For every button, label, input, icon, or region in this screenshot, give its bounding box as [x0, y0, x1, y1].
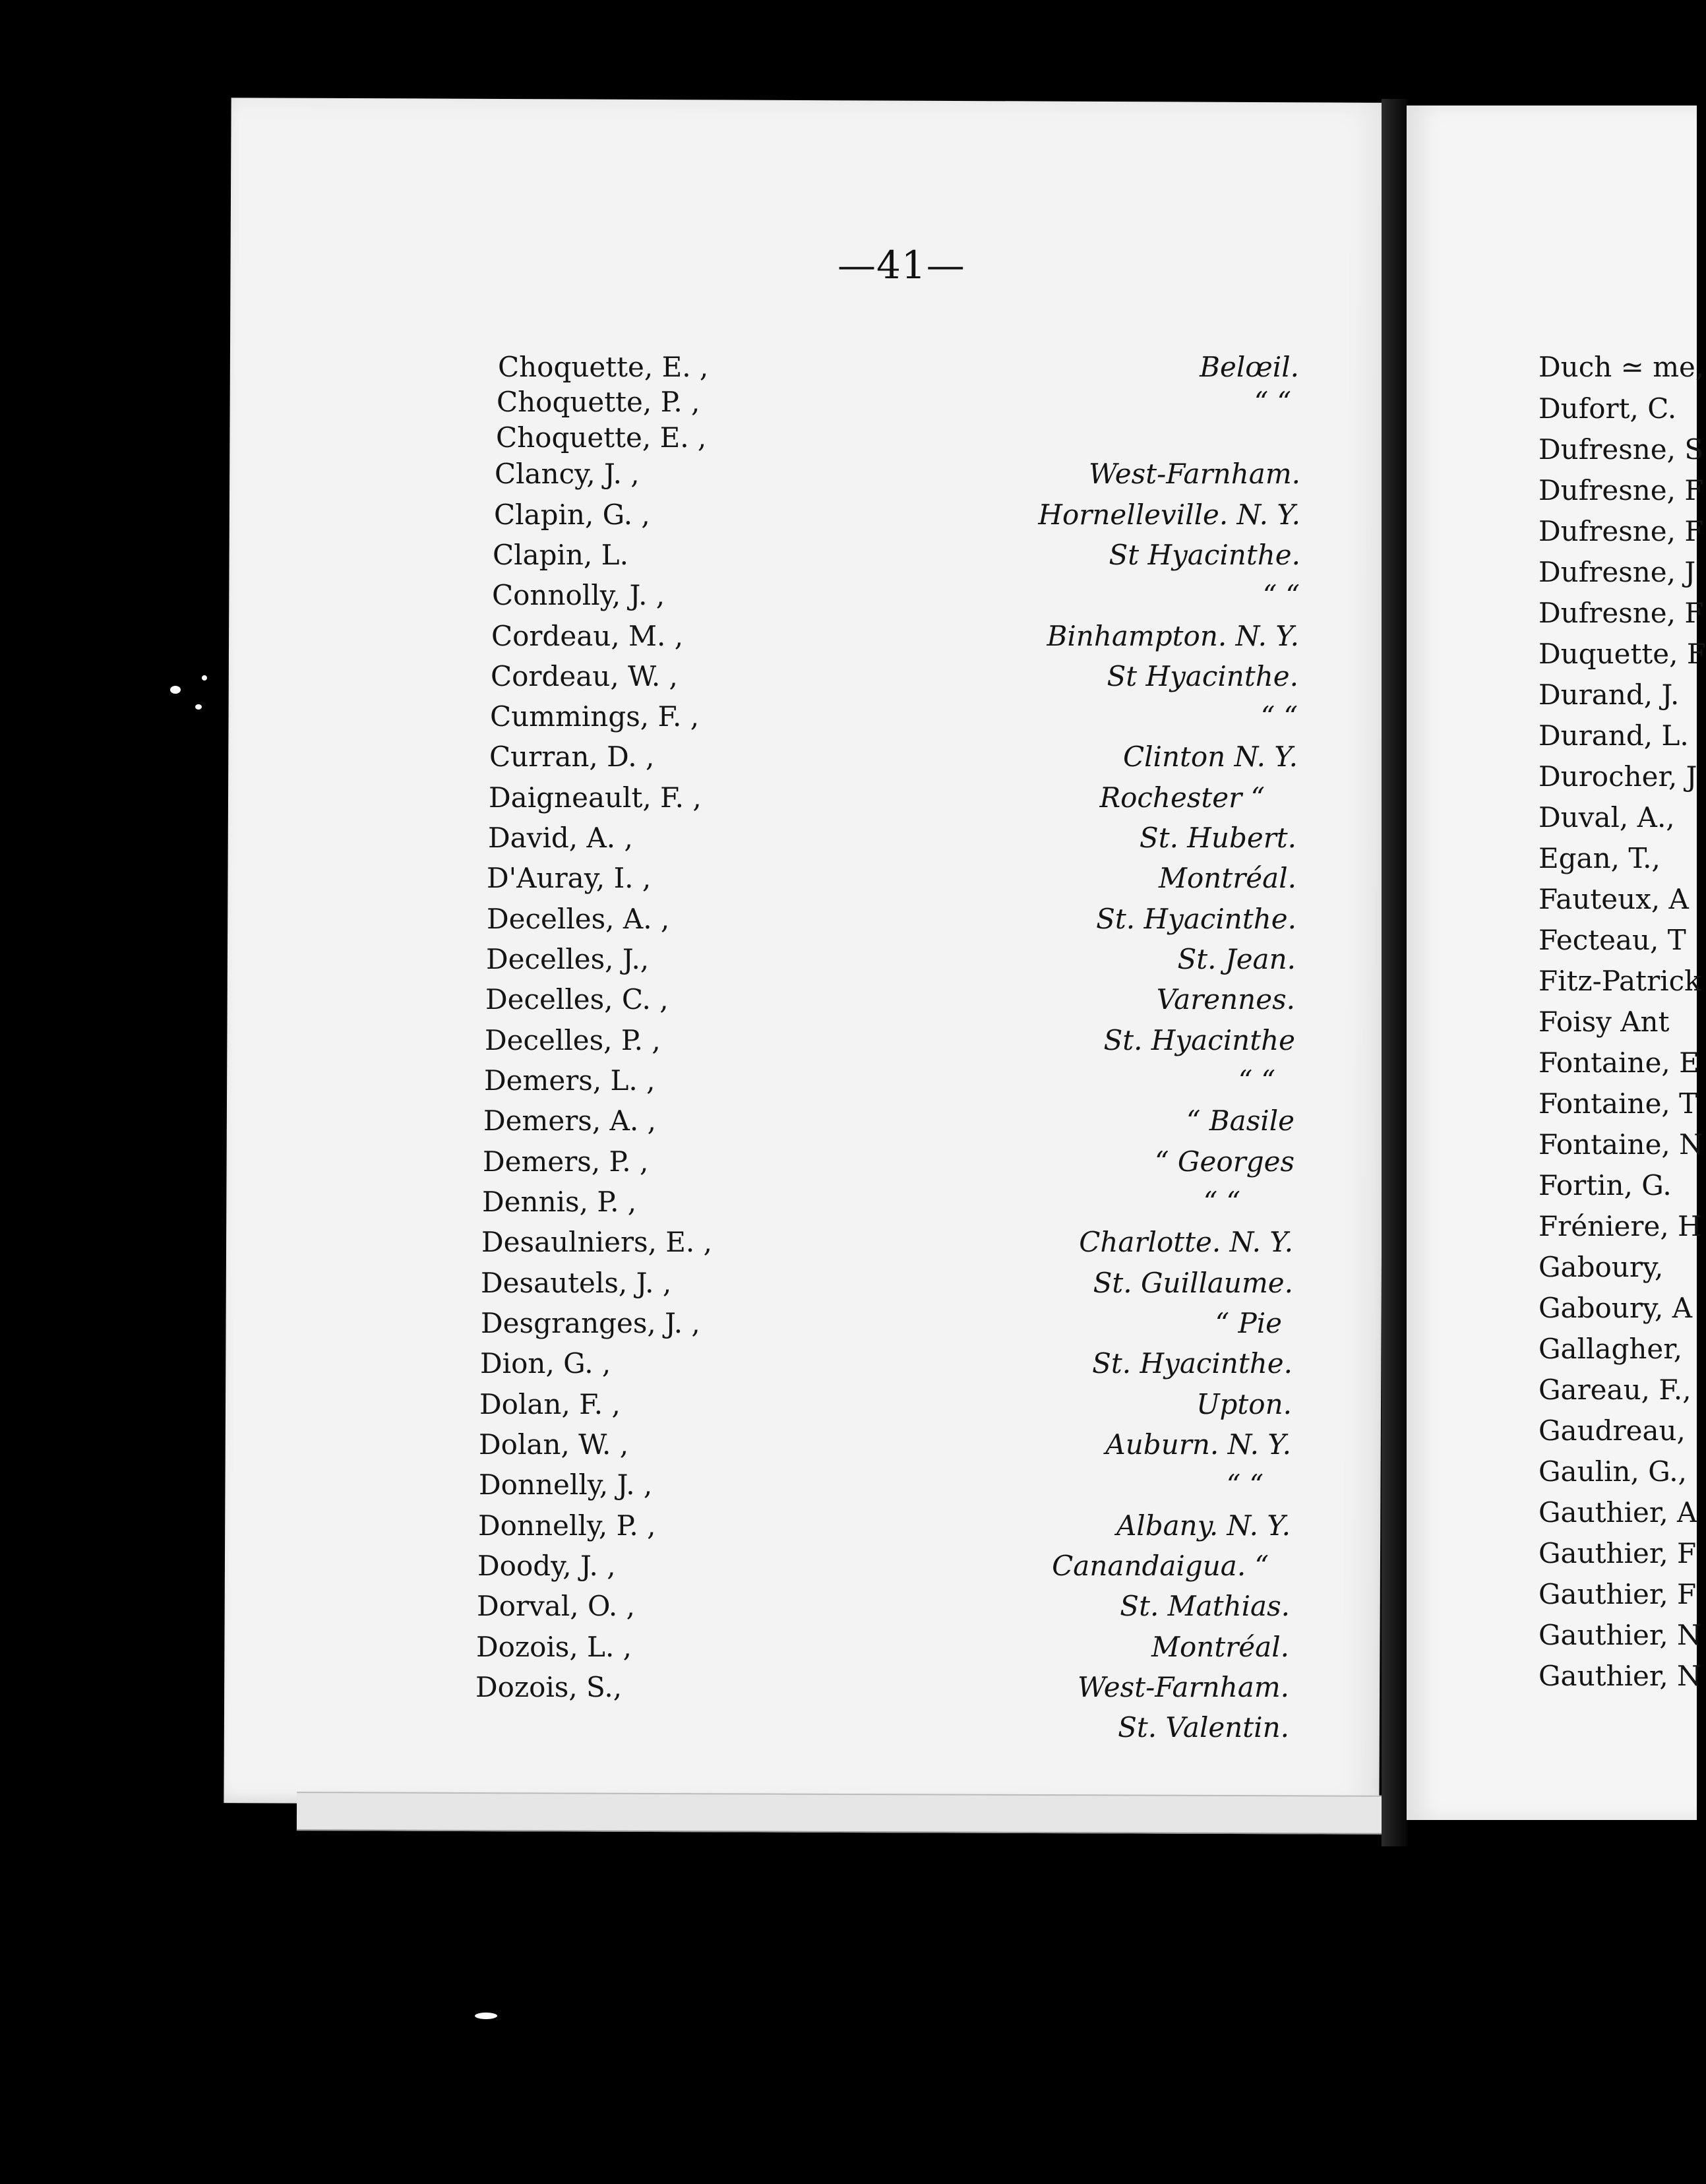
entry-name: Connolly, J. , [492, 579, 665, 611]
entry-place: Albany. N. Y. [1116, 1509, 1291, 1542]
list-item [480, 1344, 1293, 1383]
list-item: Dufresne, S [1538, 433, 1704, 466]
dust-speck [475, 2013, 497, 2019]
entry-place: “ “ [1260, 700, 1298, 733]
dust-speck [170, 686, 181, 694]
list-item [475, 1668, 1289, 1707]
entry-name: Donnelly, P. , [478, 1509, 656, 1542]
list-item [475, 1708, 1289, 1747]
list-item: Dufresne, J [1538, 556, 1696, 588]
list-item: Dufresne, F [1538, 597, 1704, 629]
entry-name: Dozois, L. , [476, 1631, 632, 1663]
entry-place: Hornelleville. N. Y. [1038, 499, 1300, 531]
entry-place: St Hyacinthe. [1107, 660, 1298, 692]
list-item [491, 657, 1298, 696]
entry-name: Demers, A. , [483, 1105, 656, 1137]
entry-name: Decelles, C. , [485, 983, 669, 1016]
entry-name: Choquette, P. , [497, 386, 700, 418]
list-item [496, 418, 1297, 458]
list-item: Fortin, G. [1538, 1169, 1672, 1201]
entry-name: Clapin, G. , [494, 499, 650, 531]
entry-name: Cordeau, M. , [491, 620, 684, 652]
list-item [487, 899, 1296, 939]
list-item: Duquette, F [1538, 638, 1706, 670]
entry-place: Auburn. N. Y. [1105, 1428, 1291, 1461]
entry-place: “ “ [1203, 1186, 1240, 1218]
entry-name: Dion, G. , [480, 1347, 611, 1380]
list-item [484, 1061, 1275, 1101]
list-item: Duval, A., [1538, 801, 1675, 834]
entry-name: Choquette, E. , [496, 421, 707, 454]
entry-place: “ Georges [1155, 1145, 1295, 1178]
list-item: Dufresne, F [1538, 474, 1704, 506]
list-item [478, 1506, 1291, 1546]
list-item: Duch ≃ me, [1538, 351, 1705, 383]
list-item [493, 535, 1300, 575]
list-item [481, 1304, 1282, 1343]
list-item: Gauthier, A [1538, 1496, 1697, 1529]
list-item [481, 1223, 1293, 1262]
entry-place: “ Basile [1186, 1105, 1295, 1137]
entry-name: Donnelly, J. , [479, 1469, 653, 1501]
list-item [497, 382, 1291, 422]
list-item: Gaudreau, [1538, 1414, 1686, 1447]
entry-place: St. Hyacinthe [1103, 1024, 1295, 1056]
list-item [477, 1546, 1269, 1586]
list-item [495, 454, 1300, 494]
entry-place: St. Jean. [1177, 943, 1296, 975]
list-item: Fréniere, H [1538, 1210, 1702, 1242]
list-item [487, 859, 1296, 898]
entry-place: “ Pie [1215, 1307, 1282, 1339]
list-item [492, 576, 1300, 615]
entry-place: West-Farnham. [1078, 1671, 1289, 1703]
list-item: Fauteux, A [1538, 883, 1689, 915]
list-item: Fontaine, E [1538, 1046, 1699, 1079]
entry-place: “ “ [1262, 579, 1300, 611]
entry-place: St. Mathias. [1120, 1590, 1290, 1622]
list-item: Gauthier, N [1538, 1619, 1701, 1651]
list-item: Dufort, C. [1538, 392, 1677, 425]
page-edge [297, 1792, 1391, 1835]
list-item: Foisy Ant [1538, 1006, 1670, 1038]
list-item: Gauthier, F [1538, 1537, 1697, 1569]
entry-name: Clancy, J. , [495, 458, 640, 490]
entry-name: Desautels, J. , [481, 1267, 672, 1299]
list-item [483, 1142, 1295, 1182]
list-item: Gaboury, A [1538, 1292, 1693, 1324]
list-item: Gauthier, F [1538, 1578, 1697, 1610]
entry-name: Dorval, O. , [477, 1590, 635, 1622]
entry-name: Demers, L. , [484, 1064, 655, 1097]
list-item [476, 1627, 1289, 1667]
entry-name: Dolan, W. , [479, 1428, 629, 1461]
list-item [498, 348, 1299, 387]
list-item [479, 1465, 1264, 1505]
entry-place: St. Valentin. [1118, 1711, 1289, 1744]
entry-place: Belœil. [1200, 351, 1299, 383]
page-number: —41— [838, 243, 965, 288]
entry-name: Decelles, A. , [487, 903, 670, 935]
entry-place: Varennes. [1156, 983, 1295, 1016]
entry-place: St. Guillaume. [1093, 1267, 1293, 1299]
list-item [494, 495, 1300, 535]
entry-name: Dolan, F. , [479, 1388, 621, 1420]
list-item: Dufresne, F [1538, 515, 1704, 547]
book-gutter [1382, 99, 1408, 1846]
list-item: Fitz-Patrick [1538, 965, 1701, 997]
list-item: Fecteau, T [1538, 924, 1686, 956]
list-item [479, 1425, 1291, 1465]
entry-place: St. Hubert. [1139, 822, 1296, 854]
list-item [483, 1101, 1295, 1141]
entry-place: Montréal. [1159, 862, 1296, 894]
entry-name: Cummings, F. , [490, 700, 700, 733]
entry-place: Binhampton. N. Y. [1047, 620, 1299, 652]
entry-place: St Hyacinthe. [1109, 539, 1300, 571]
entry-place: Canandaigua. “ [1052, 1550, 1269, 1582]
list-item [482, 1182, 1240, 1222]
entry-place: Upton. [1196, 1388, 1292, 1420]
list-item [477, 1587, 1290, 1626]
entry-name: Clapin, L. [493, 539, 628, 571]
dust-speck [202, 675, 207, 681]
entry-place: West-Farnham. [1089, 458, 1300, 490]
entry-name: Desgranges, J. , [481, 1307, 700, 1339]
entry-place: Charlotte. N. Y. [1079, 1226, 1293, 1258]
entry-name: Choquette, E. , [498, 351, 709, 383]
entry-name: Cordeau, W. , [491, 660, 678, 692]
entry-name: Decelles, J., [486, 943, 650, 975]
entry-name: Desaulniers, E. , [481, 1226, 712, 1258]
list-item [489, 737, 1298, 777]
list-item [486, 940, 1296, 979]
entry-name: Dozois, S., [475, 1671, 623, 1703]
entry-name: Daigneault, F. , [489, 781, 702, 814]
list-item: Gauthier, N [1538, 1660, 1701, 1692]
entry-place: St. Hyacinthe. [1092, 1347, 1293, 1380]
dust-speck [195, 704, 202, 710]
entry-name: Decelles, P. , [485, 1024, 661, 1056]
entry-name: Curran, D. , [489, 741, 655, 773]
entry-place: Clinton N. Y. [1122, 741, 1298, 773]
entry-name: Doody, J. , [477, 1550, 616, 1582]
entry-place: Rochester “ [1099, 781, 1265, 814]
list-item [488, 818, 1296, 858]
entry-place: St. Hyacinthe. [1096, 903, 1296, 935]
entry-place: “ “ [1238, 1064, 1275, 1097]
list-item: Fontaine, T [1538, 1087, 1698, 1120]
list-item [490, 697, 1298, 737]
list-item: Durand, J. [1538, 679, 1680, 711]
list-item: Egan, T., [1538, 842, 1660, 874]
list-item [489, 778, 1265, 818]
list-item: Gareau, F., [1538, 1374, 1691, 1406]
list-item [485, 1021, 1295, 1060]
list-item: Gallagher, [1538, 1333, 1683, 1365]
entry-name: Dennis, P. , [482, 1186, 637, 1218]
list-item: Durand, L. [1538, 719, 1689, 752]
list-item: Durocher, J [1538, 760, 1697, 793]
list-item: Fontaine, N [1538, 1128, 1703, 1161]
list-item [481, 1263, 1293, 1303]
entry-name: Demers, P. , [483, 1145, 649, 1178]
entry-place: Montréal. [1151, 1631, 1289, 1663]
entry-place: “ “ [1226, 1469, 1264, 1501]
entry-name: David, A. , [488, 822, 633, 854]
entry-place: “ “ [1254, 386, 1291, 418]
entry-name: D'Auray, I. , [487, 862, 652, 894]
list-item: Gaboury, [1538, 1251, 1664, 1283]
list-item: Gaulin, G., [1538, 1455, 1688, 1488]
list-item [479, 1385, 1292, 1424]
list-item [491, 617, 1299, 656]
list-item [485, 980, 1295, 1019]
